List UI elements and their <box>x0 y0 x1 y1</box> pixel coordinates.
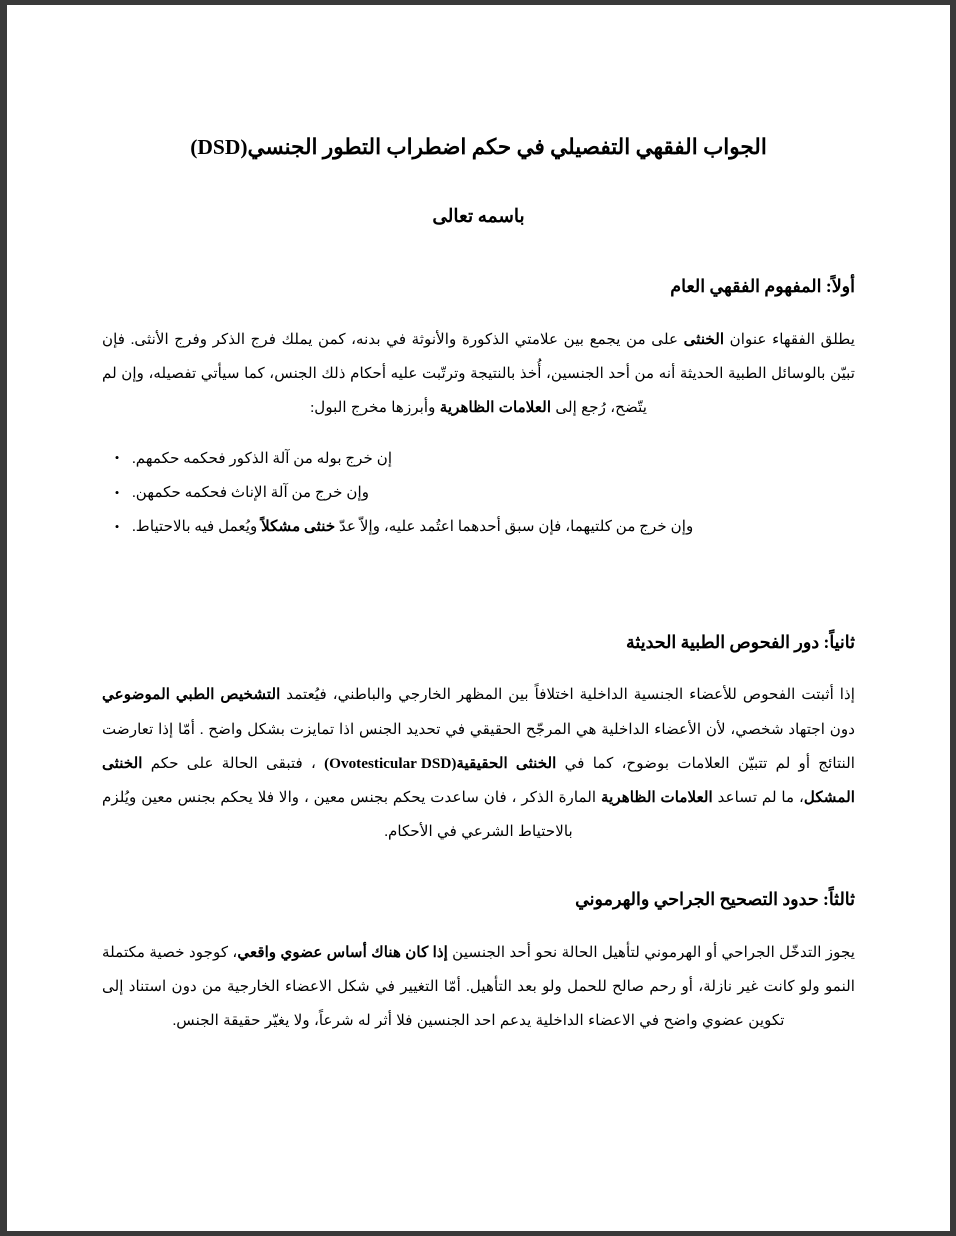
body-text: ويُعمل فيه بالاحتياط. <box>132 518 262 536</box>
emphasis-text: العلامات الظاهرية <box>439 398 552 416</box>
emphasis-text: الخنثى المشكل <box>102 754 855 806</box>
document-page <box>7 5 950 1231</box>
emphasis-text: الخنثى الحقيقية <box>456 754 557 772</box>
document-subtitle: باسمه تعالى <box>432 207 525 228</box>
section-3 <box>102 887 855 1038</box>
body-text: ، كوجود خصية مكتملة النمو ولو كانت غير نازلة، أو رحم صالح للحمل ولو بعد التأهيل. أمّا التغيير في شكل الاعضاء الخارجية من دون استناد إلى تكوين عضوي واضح في الاعضاء الداخلية يدعم احد الجنسين فلا أثر له شرعاً، ولا يغيّر حقيقة الجنس. <box>102 943 855 1030</box>
emphasis-text: إذا كان هناك أساس عضوي واقعي <box>237 943 448 961</box>
emphasis-text: التشخيص الطبي الموضوعي <box>102 686 281 704</box>
list-item <box>102 475 855 509</box>
body-text: يجوز التدخّل الجراحي أو الهرموني لتأهيل الحالة نحو أحد الجنسين <box>447 943 856 961</box>
section-3-heading: ثالثاً: حدود التصحيح الجراحي والهرموني <box>575 889 855 910</box>
body-text: وإن خرج من كلتيهما، فإن سبق أحدهما اعتُمد عليه، وإلاّ عدّ <box>335 518 694 536</box>
emphasis-text: الخنثى <box>683 330 725 348</box>
body-text: وأبرزها مخرج البول: <box>310 398 440 416</box>
body-text: المارة الذكر ، فان ساعدت يحكم بجنس معين ، والا فلا يحكم بجنس معين ويُلزم بالاحتياط الشرعي في الأحكام. <box>102 788 601 841</box>
bullet-dot-icon: • <box>114 484 120 500</box>
section-2 <box>102 630 855 850</box>
section-1-bullet-list <box>102 441 855 544</box>
page-title: الجواب الفقهي التفصيلي في حكم اضطراب التطور الجنسي(DSD) <box>190 135 767 159</box>
body-text: على من يجمع بين علامتي الذكورة والأنوثة في بدنه، كمن يملك فرج الذكر وفرج الأنثى. فإن تبيّن بالوسائل الطبية الحديثة أنه من أحد الجنسين، أُخذ بالنتيجة وترتّبت عليه أحكام ذلك الجنس، كما سيأتي تفصيله، وإن لم يتّضح، رُجع إلى <box>102 330 855 416</box>
section-2-heading: ثانياً: دور الفحوص الطبية الحديثة <box>626 631 855 652</box>
section-1 <box>102 274 855 544</box>
emphasis-text: خنثى مشكلاً <box>261 518 336 536</box>
section-1-heading: أولاً: المفهوم الفقهي العام <box>670 276 855 297</box>
body-text: وإن خرج من آلة الإناث فحكمه حكمهن. <box>132 484 370 502</box>
body-text: دون اجتهاد شخصي، لأن الأعضاء الداخلية هي المرجّح الحقيقي في تحديد الجنس اذا تمايزت بشكل واضح . أمّا إذا تعارضت النتائج أو لم تتبيّن العلامات بوضوح، كما في <box>102 720 855 772</box>
list-item-text <box>132 476 369 509</box>
list-item-text <box>132 510 693 543</box>
section-1-paragraph <box>102 323 855 426</box>
section-2-paragraph <box>102 678 855 849</box>
emphasis-text: العلامات الظاهرية <box>600 788 713 806</box>
body-text: إذا أثبتت الفحوص للأعضاء الجنسية الداخلية اختلافاً بين المظهر الخارجي والباطني، فيُعتمد <box>280 686 855 704</box>
section-3-paragraph <box>102 936 855 1039</box>
bullet-dot-icon: • <box>114 450 120 466</box>
list-item <box>102 510 855 544</box>
emphasis-text: (Ovotesticular DSD) <box>324 754 457 772</box>
body-text: يطلق الفقهاء عنوان <box>724 330 855 348</box>
body-text: ، فتبقى الحالة على حكم <box>142 754 325 772</box>
list-item <box>102 441 855 475</box>
bullet-dot-icon: • <box>114 518 120 534</box>
body-text: ، ما لم تساعد <box>712 788 804 806</box>
list-item-text <box>132 442 392 475</box>
body-text: إن خرج بوله من آلة الذكور فحكمه حكمهم. <box>132 449 393 467</box>
